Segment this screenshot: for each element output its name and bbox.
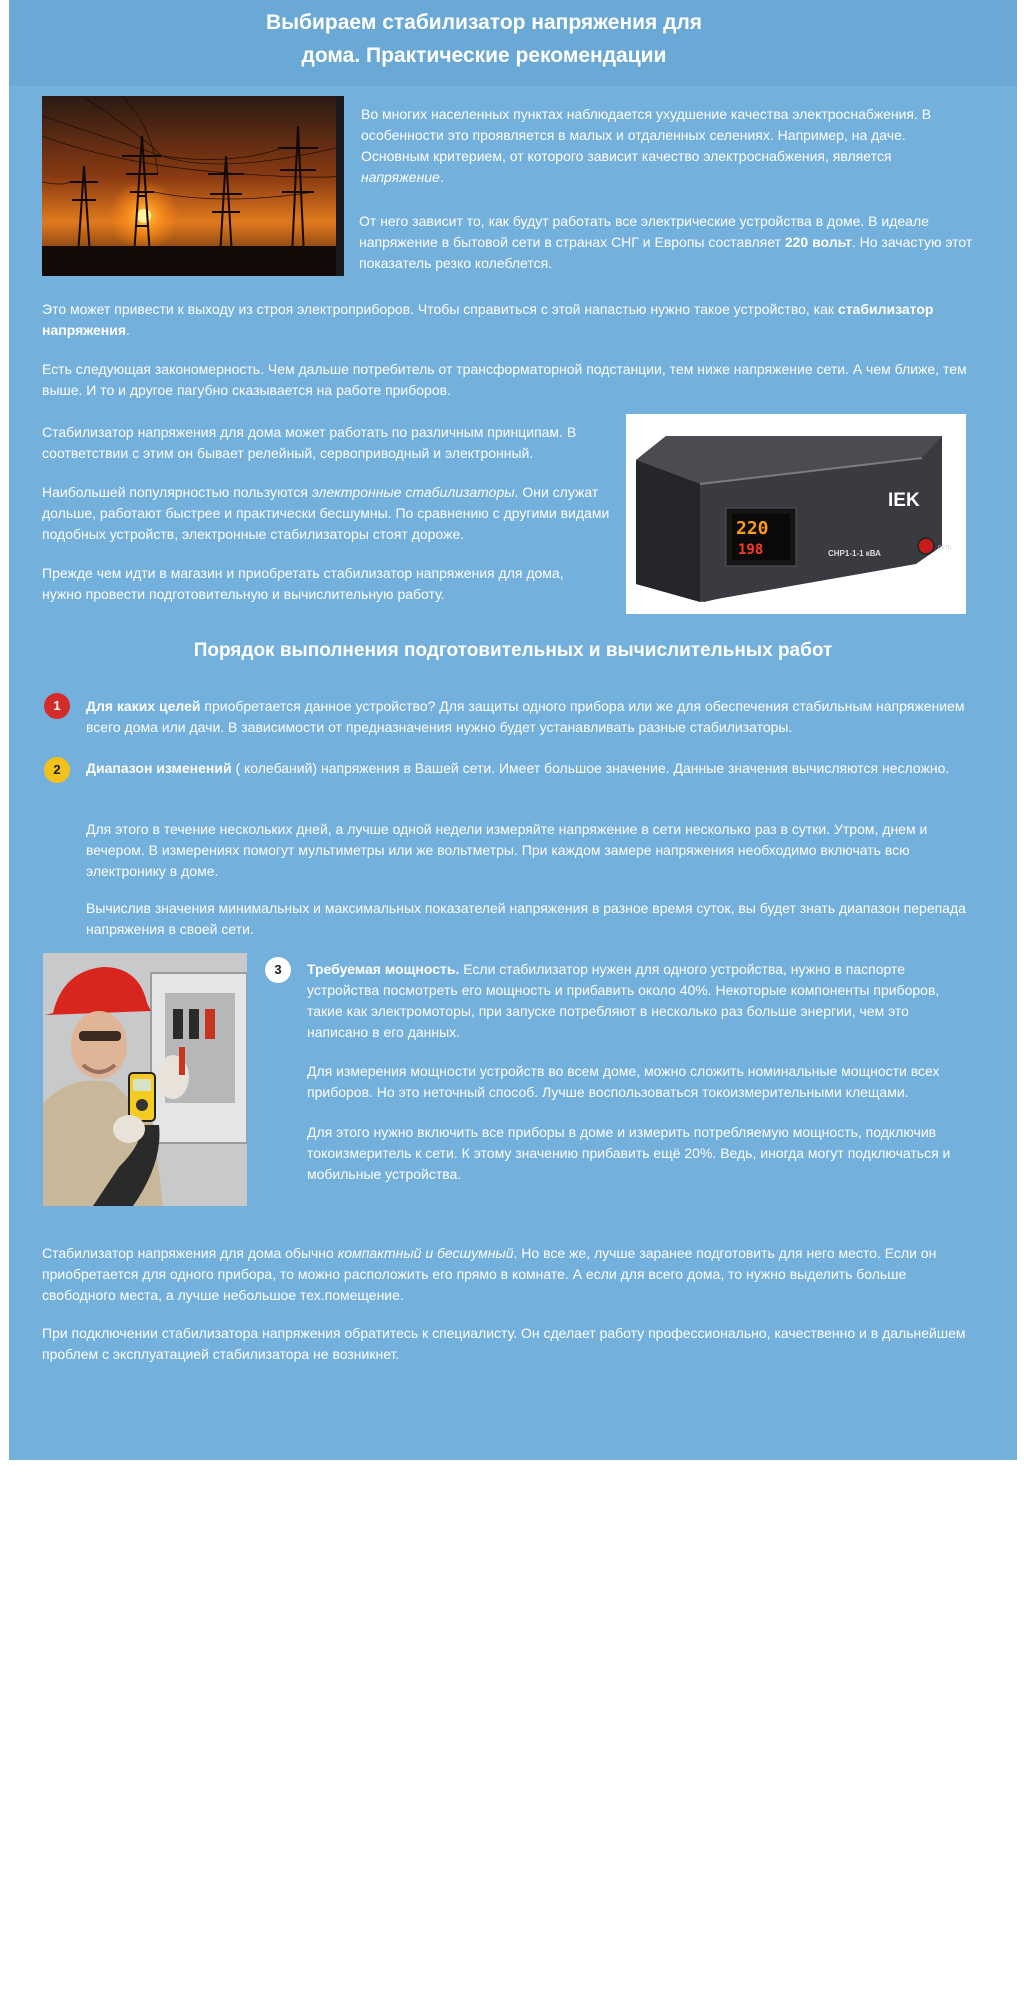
stabilizer-image	[626, 414, 966, 614]
intro-paragraph-1: Во многих населенных пунктах наблюдается ухудшение качества электроснабжения. В особенности это проявляется в малых и отдаленных селениях. Например, на даче. Основным критерием, от которого зависит качество электроснабжения, является напряжение.	[361, 106, 932, 185]
article-panel	[9, 0, 1017, 1460]
power-lines-image	[42, 96, 344, 276]
step-3-badge: 3	[265, 957, 291, 983]
step-3-paragraph-3: Для этого нужно включить все приборы в доме и измерить потребляемую мощность, подключив токоизмеритель к сети. К этому значению прибавить ещё 20%. Ведь, иногда могут подключаться и мобильные устройства.	[307, 1124, 951, 1182]
footer-paragraph-1: Стабилизатор напряжения для дома обычно компактный и бесшумный. Но все же, лучше заранее подготовить для него место. Если он приобретается для одного прибора, то можно расположить его прямо в комнате. А если для всего дома, то нужно выделить больше свободного места, а лучше небольшое тех.помещение.	[42, 1245, 937, 1303]
body-paragraph-3: Это может привести к выходу из строя электроприборов. Чтобы справиться с этой напастью нужно такое устройство, как стабилизатор напряжения.	[42, 301, 934, 338]
display-bottom: 198	[738, 542, 764, 558]
article-header	[9, 0, 1017, 86]
step-1-badge: 1	[44, 693, 70, 719]
body-paragraph-6: Наибольшей популярностью пользуются электронные стабилизаторы. Они служат дольше, работают быстрее и практически бесшумны. По сравнению с другими видами подобных устройств, электронные стабилизаторы стоят дороже.	[42, 484, 610, 542]
step-2-badge: 2	[44, 757, 70, 783]
body-paragraph-4: Есть следующая закономерность. Чем дальше потребитель от трансформаторной подстанции, тем ниже напряжение сети. А чем ближе, тем выше. И то и другое пагубно сказывается на работе приборов.	[42, 361, 967, 398]
step-2-paragraph-2: Для этого в течение нескольких дней, а лучше одной недели измеряйте напряжение в сети несколько раз в сутки. Утром, днем и вечером. В измерениях помогут мультиметры или же вольтметры. При каждом замере напряжения необходимо включать всю электронику в доме.	[86, 821, 928, 879]
page-title: Выбираем стабилизатор напряжения для дома. Практические рекомендации	[265, 11, 703, 67]
switch-label: СЕТЬ	[938, 545, 952, 551]
step-3-paragraph-2: Для измерения мощности устройств во всем доме, можно сложить номинальные мощности всех приборов. Но это неточный способ. Лучше воспользоваться токоизмерительными клещами.	[307, 1063, 940, 1100]
step-1-text: Для каких целей приобретается данное устройство? Для защиты одного прибора или же для обеспечения стабильным напряжением всего дома или дачи. В зависимости от предназначения нужно будет устанавливать разные стабилизаторы.	[86, 698, 965, 735]
body-paragraph-7: Прежде чем идти в магазин и приобретать стабилизатор напряжения для дома, нужно провести подготовительную и вычислительную работу.	[42, 565, 564, 602]
body-paragraph-5: Стабилизатор напряжения для дома может работать по различным принципам. В соответствии с этим он бывает релейный, сервоприводный и электронный.	[42, 424, 577, 461]
step-2-paragraph-3: Вычислив значения минимальных и максимальных показателей напряжения в разное время суток, вы будет знать диапазон перепада напряжения в своей сети.	[86, 900, 966, 937]
intro-paragraph-2: От него зависит то, как будут работать все электрические устройства в доме. В идеале напряжение в бытовой сети в странах СНГ и Европы составляет 220 вольт. Но зачастую этот показатель резко колеблется.	[359, 213, 973, 271]
step-2-text: Диапазон изменений ( колебаний) напряжения в Вашей сети. Имеет большое значение. Данные значения вычисляются несложно.	[86, 760, 950, 776]
footer-paragraph-2: При подключении стабилизатора напряжения обратитесь к специалисту. Он сделает работу профессионально, качественно и в дальнейшем проблем с эксплуатацией стабилизатора не возникнет.	[42, 1325, 966, 1362]
section-title: Порядок выполнения подготовительных и вычислительных работ	[193, 640, 833, 661]
model-label: СНР1-1-1 кВА	[828, 549, 881, 558]
brand-logo: IEK	[888, 490, 920, 511]
step-3-text: Требуемая мощность. Если стабилизатор нужен для одного устройства, нужно в паспорте устройства посмотреть его мощность и прибавить около 40%. Некоторые компоненты приборов, такие как электромоторы, при запуске потребляют в несколько раз больше энергии, чем это написано в его данных.	[307, 961, 940, 1040]
electrician-image	[43, 953, 247, 1206]
display-top: 220	[736, 518, 769, 539]
